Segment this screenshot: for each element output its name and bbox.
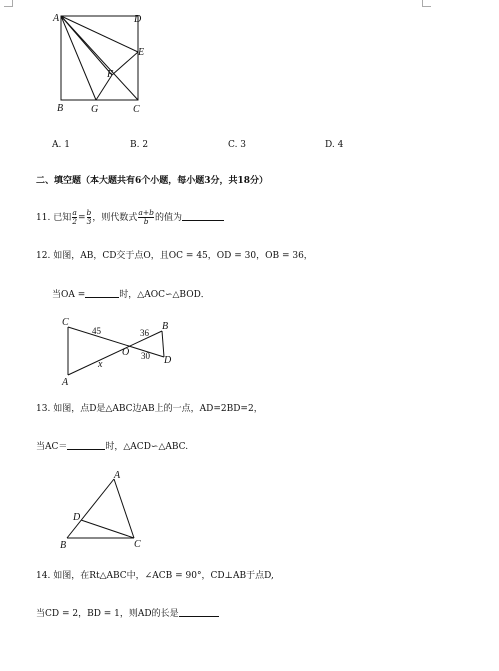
label-A: A [114,470,121,481]
figure-triangle-abc [55,465,150,555]
choice-d: D. 4 [325,140,344,150]
choice-a: A. 1 [52,140,70,150]
q13-text: 如图，点D是△ABC边AB上的一点，AD=2BD=2， [53,404,263,414]
label-D: D [164,355,172,366]
value-oa-x: x [98,359,103,370]
q13-condition-prefix: 当AC＝ [36,442,68,452]
q11-mid: ，则代数式 [92,213,138,223]
q11-number: 11. [36,213,51,223]
label-A: A [62,377,69,388]
label-A: A [53,13,60,24]
value-od: 30 [141,351,150,361]
question-13-line-2 [36,440,188,453]
q14-condition-prefix: 当CD = 2，BD = 1，则AD的长是 [36,609,179,619]
choice-c: C. 3 [228,140,247,150]
question-11 [36,209,224,226]
q12-condition-suffix: 时，△AOC∽△BOD． [119,290,210,300]
label-G: G [91,104,99,115]
q12-text: 如图，AB，CD交于点O，且OC = 45，OD = 30，OB = 36， [53,251,313,261]
question-14-line-2 [36,607,219,620]
label-B: B [57,103,64,114]
question-12-line-1 [36,250,313,262]
q11-prefix: 已知 [53,213,72,223]
label-B: B [60,540,67,551]
question-14-line-1 [36,570,274,582]
question-13-line-1 [36,403,263,415]
q13-condition-suffix: 时，△ACD∽△ABC. [105,442,189,452]
q11-equals: = [78,213,86,223]
figure-square-abcd [45,8,155,118]
q14-number: 14. [36,571,51,581]
q11-suffix: 的值为 [154,213,182,223]
q11-answer-blank[interactable] [182,211,224,221]
figure-bowtie-aocbod [58,312,188,392]
q12-condition-prefix: 当OA = [52,290,86,300]
label-O: O [122,347,130,358]
q14-answer-blank[interactable] [179,607,219,617]
q11-fraction-3: $\frac{a+b}{b}$ [138,208,154,226]
label-C: C [62,317,69,328]
label-E: E [138,47,145,58]
page-corner-mark [4,0,13,7]
q14-text: 如图，在Rt△ABC中，∠ACB = 90°，CD⊥AB于点D, [53,571,274,581]
value-ob: 36 [140,328,149,338]
label-B: B [162,321,169,332]
q13-number: 13. [36,404,51,414]
question-12-line-2 [52,288,210,301]
value-oc: 45 [92,326,101,336]
q11-fraction-2: $\frac{b}{3}$ [86,208,92,226]
label-D: D [134,14,142,25]
q12-answer-blank[interactable] [85,288,119,298]
page-corner-mark [422,0,431,7]
q11-fraction-1: $\frac{a}{2}$ [72,208,77,226]
label-F: F [107,69,114,80]
label-C: C [133,104,140,115]
section-heading: 二、填空题（本大题共有6个小题，每小题3分，共18分） [36,176,269,186]
choice-b: B. 2 [130,140,149,150]
label-D: D [73,512,81,523]
q12-number: 12. [36,251,51,261]
q13-answer-blank[interactable] [67,440,105,450]
label-C: C [134,539,141,550]
